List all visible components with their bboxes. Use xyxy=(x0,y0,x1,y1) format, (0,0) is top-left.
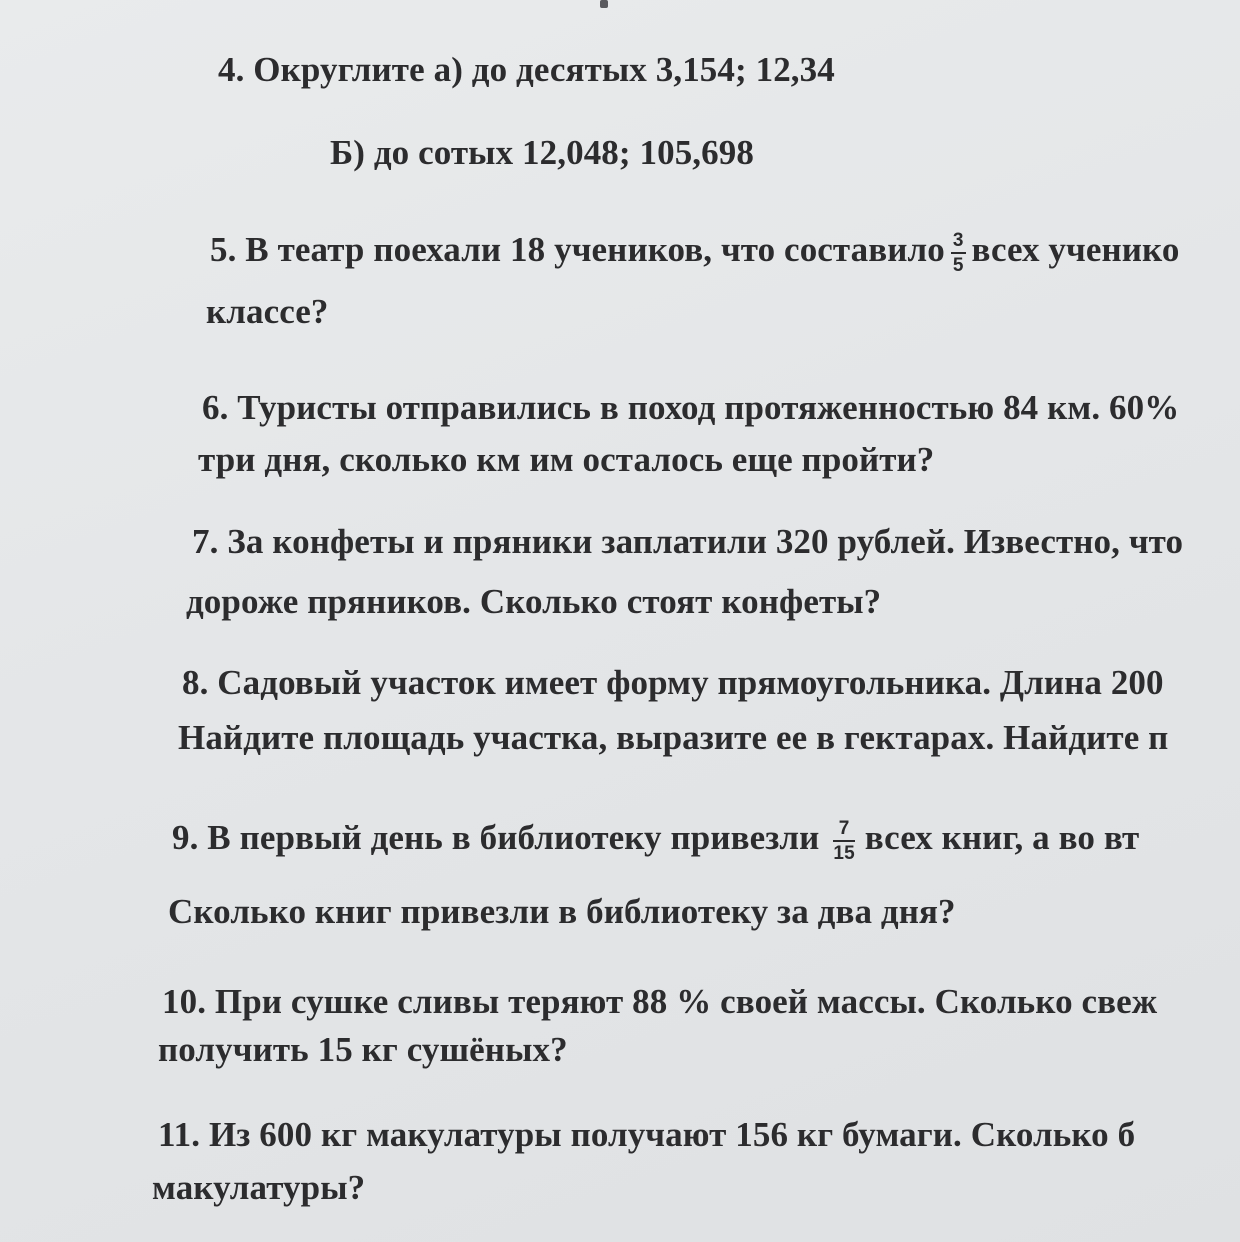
fraction-denominator: 15 xyxy=(833,843,855,864)
problem-8-line-2: Найдите площадь участка, выразите ее в гектарах. Найдите п xyxy=(178,718,1169,757)
fraction-numerator: 3 xyxy=(951,230,966,254)
problem-10-line-2: получить 15 кг сушёных? xyxy=(158,1030,568,1069)
problem-5-text-before: 5. В театр поехали 18 учеников, что составило xyxy=(210,230,945,270)
problem-9-text-before: 9. В первый день в библиотеку привезли xyxy=(172,818,820,858)
problem-6-line-2: три дня, сколько км им осталось еще пройти? xyxy=(198,440,935,479)
problem-9-text-after: всех книг, а во вт xyxy=(864,818,1140,858)
fraction-3-5 xyxy=(951,230,966,276)
header-fragment xyxy=(560,0,650,8)
problem-9-line-2: Сколько книг привезли в библиотеку за два дня? xyxy=(168,892,956,931)
problem-10-line-1: 10. При сушке сливы теряют 88 % своей массы. Сколько свеж xyxy=(162,982,1158,1021)
problem-7-line-1: 7. За конфеты и пряники заплатили 320 рублей. Известно, что xyxy=(192,522,1184,561)
fraction-7-15 xyxy=(833,818,854,864)
problem-11-line-2: макулатуры? xyxy=(152,1168,366,1207)
problem-5-line-1 xyxy=(210,230,1179,276)
problem-5-line-2: классе? xyxy=(206,292,329,331)
problem-7-line-2: дороже пряников. Сколько стоят конфеты? xyxy=(186,582,882,621)
problem-9-line-1 xyxy=(172,818,1139,864)
problem-8-line-1: 8. Садовый участок имеет форму прямоугольника. Длина 200 xyxy=(182,663,1164,702)
problem-4-line-1: 4. Округлите а) до десятых 3,154; 12,34 xyxy=(218,50,835,89)
problem-11-line-1: 11. Из 600 кг макулатуры получают 156 кг бумаги. Сколько б xyxy=(158,1115,1136,1154)
fraction-denominator: 5 xyxy=(952,255,964,276)
problem-5-text-after: всех ученико xyxy=(971,230,1180,270)
problem-6-line-1: 6. Туристы отправились в поход протяженностью 84 км. 60% xyxy=(202,388,1180,427)
fraction-numerator: 7 xyxy=(833,818,854,842)
problem-4-line-2: Б) до сотых 12,048; 105,698 xyxy=(330,133,754,172)
